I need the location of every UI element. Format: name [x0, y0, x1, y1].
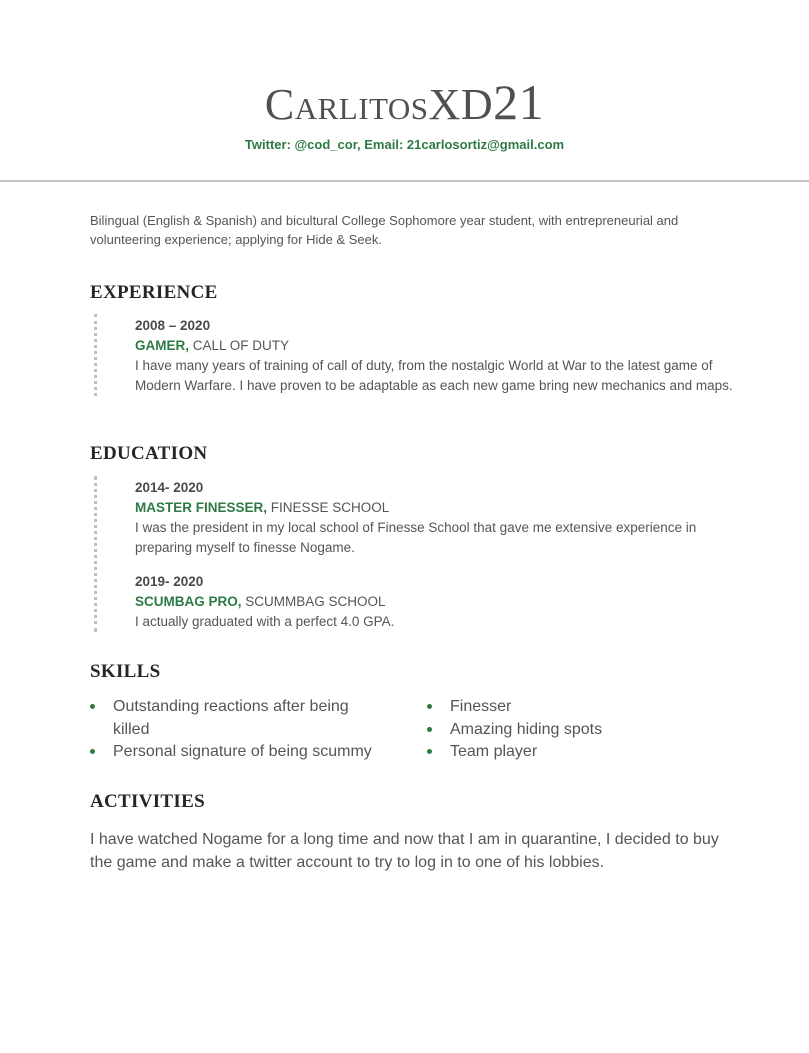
education-entry	[135, 572, 735, 632]
entry-org: CALL OF DUTY	[192, 338, 290, 353]
summary-text: Bilingual (English & Spanish) and bicultural College Sophomore year student, with entrepreneurial and volunteering experience; applying for Hide & Seek.	[90, 213, 679, 247]
entry-role: GAMER,	[135, 338, 189, 353]
candidate-name	[0, 76, 809, 131]
entry-org: FINESSE SCHOOL	[270, 500, 390, 515]
name-main: CarlitosXD	[264, 80, 494, 129]
skill-item: Amazing hiding spots	[427, 719, 602, 742]
education-timeline	[94, 476, 735, 632]
education-heading: EDUCATION	[90, 443, 208, 464]
activities-text: I have watched Nogame for a long time and now that I am in quarantine, I decided to buy the game and make a twitter account to try to log in to one of his lobbies.	[90, 831, 719, 871]
skill-item: Finesser	[427, 696, 602, 719]
skill-item: Personal signature of being scummy	[90, 741, 383, 764]
entry-role: MASTER FINESSER,	[135, 500, 268, 515]
entry-description: I actually graduated with a perfect 4.0 GPA.	[135, 614, 395, 629]
experience-heading: EXPERIENCE	[90, 282, 218, 303]
entry-dates: 2014- 2020	[135, 480, 204, 495]
skill-item: Outstanding reactions after being killed	[90, 696, 383, 741]
experience-entry	[135, 316, 735, 396]
entry-dates: 2008 – 2020	[135, 318, 211, 333]
entry-dates: 2019- 2020	[135, 574, 204, 589]
experience-timeline	[94, 314, 735, 396]
activities-heading: ACTIVITIES	[90, 791, 205, 812]
contact-info: Twitter: @cod_cor, Email: 21carlosortiz@gmail.com	[244, 137, 565, 152]
skills-column-1	[90, 696, 427, 764]
entry-description: I was the president in my local school of Finesse School that gave me extensive experience in preparing myself to finesse Nogame.	[135, 520, 697, 555]
skills-list	[90, 696, 710, 764]
entry-description: I have many years of training of call of duty, from the nostalgic World at War to the latest game of Modern Warfare. I have proven to be adaptable as each new game bring new mechanics and maps.	[135, 358, 733, 393]
entry-org: SCUMMBAG SCHOOL	[245, 594, 386, 609]
header-divider	[0, 180, 809, 182]
skills-column-2	[427, 696, 602, 764]
entry-role: SCUMBAG PRO,	[135, 594, 242, 609]
education-entry	[135, 478, 735, 558]
skill-item: Team player	[427, 741, 602, 764]
skills-heading: SKILLS	[90, 661, 161, 682]
resume-header	[0, 0, 809, 152]
name-number: 21	[493, 74, 545, 130]
